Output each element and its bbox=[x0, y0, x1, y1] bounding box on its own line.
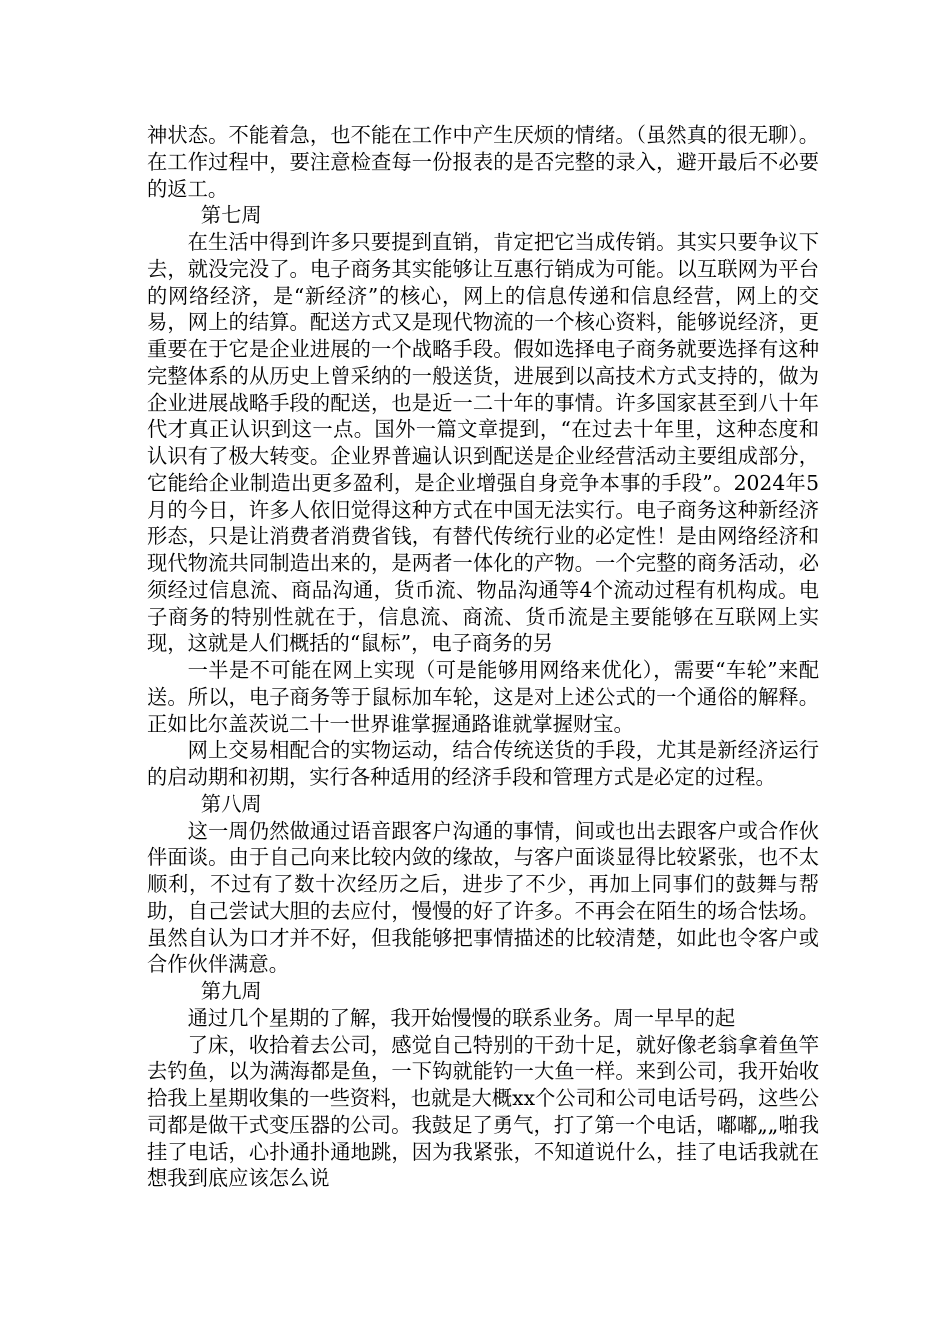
paragraph-week9-intro: 通过几个星期的了解，我开始慢慢的联系业务。周一早早的起 bbox=[187, 1005, 736, 1030]
paragraph-week9-calls: 了床，收拾着去公司，感觉自己特别的干劲十足，就好像老翁拿着鱼竿去钓鱼，以为满海都是鱼，一下钩就能钓一大鱼一样。来到公司，我开始收拾我上星期收集的一些资料，也就是大概xx个公司和公司电话号码，这些公司都是做干式变压器的公司。我鼓足了勇气，打了第一个电话，嘟嘟„„啪我挂了电话，心扑通扑通地跳，因为我紧张，不知道说什么，挂了电话我就在想我到底应该怎么说 bbox=[147, 1032, 819, 1191]
paragraph-week7-ecommerce: 在生活中得到许多只要提到直销，肯定把它当成传销。其实只要争议下去，就没完没了。电子商务其实能够让互惠行销成为可能。以互联网为平台的网络经济，是“新经济”的核心，网上的信息传递和信息经营，网上的交易，网上的结算。配送方式又是现代物流的一个核心资料，能够说经济，更重要在于它是企业进展的一个战略手段。假如选择电子商务就要选择有这种完整体系的从历史上曾采纳的一般送货，进展到以高技术方式支持的，做为企业进展战略手段的配送，也是近一二十年的事情。许多国家甚至到八十年代才真正认识到这一点。国外一篇文章提到，“在过去十年里，这种态度和认识有了极大转变。企业界普遍认识到配送是企业经营活动主要组成部分，它能给企业制造出更多盈利，是企业增强自身竞争本事的手段”。2024年5月的今日，许多人依旧觉得这种方式在中国无法实行。电子商务这种新经济形态，只是让消费者消费省钱，有替代传统行业的必定性！是由网络经济和现代物流共同制造出来的，是两者一体化的产物。一个完整的商务活动，必须经过信息流、商品沟通，货币流、物品沟通等4个流动过程有机构成。电子商务的特别性就在于，信息流、商流、货币流是主要能够在互联网上实现，这就是人们概括的“鼠标”，电子商务的另 bbox=[147, 230, 819, 656]
paragraph-week8: 这一周仍然做通过语音跟客户沟通的事情，间或也出去跟客户或合作伙伴面谈。由于自己向来比较内敛的缘故，与客户面谈显得比较紧张，也不太顺利，不过有了数十次经历之后，进步了不少，再加上同事们的鼓舞与帮助，自己尝试大胆的去应付，慢慢的好了许多。不再会在陌生的场合怯场。虽然自认为口才并不好，但我能够把事情描述的比较清楚，如此也令客户或合作伙伴满意。 bbox=[147, 818, 819, 977]
document-body bbox=[147, 122, 819, 1192]
heading-week8: 第八周 bbox=[200, 791, 262, 816]
paragraph-week6-tail: 神状态。不能着急，也不能在工作中产生厌烦的情绪。（虽然真的很无聊）。在工作过程中，要注意检查每一份报表的是否完整的录入，避开最后不必要的返工。 bbox=[147, 123, 819, 201]
paragraph-week7-logistics: 网上交易相配合的实物运动，结合传统送货的手段，尤其是新经济运行的启动期和初期，实行各种适用的经济手段和管理方式是必定的过程。 bbox=[147, 738, 819, 789]
heading-week7: 第七周 bbox=[200, 203, 262, 228]
heading-week9: 第九周 bbox=[200, 979, 262, 1003]
paragraph-week7-wheels: 一半是不可能在网上实现（可是能够用网络来优化），需要“车轮”来配送。所以，电子商务等于鼠标加车轮，这是对上述公式的一个通俗的解释。正如比尔盖茨说二十一世界谁掌握通路谁就掌握财宝。 bbox=[147, 658, 819, 736]
